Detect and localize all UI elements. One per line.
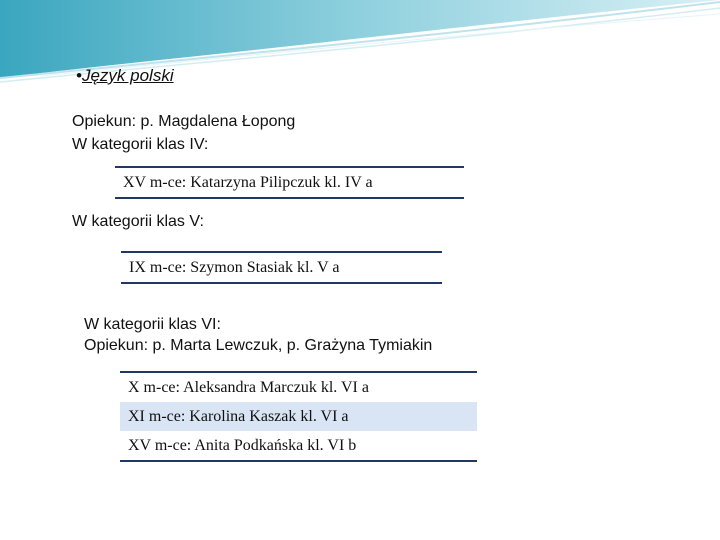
- result-cell: XI m-ce: Karolina Kaszak kl. VI a: [120, 402, 477, 431]
- results-table-v: [121, 251, 442, 284]
- result-cell: X m-ce: Aleksandra Marczuk kl. VI a: [120, 372, 477, 402]
- table-row: [120, 402, 477, 431]
- category-vi: W kategorii klas VI:: [84, 316, 221, 333]
- subject-title: Język polski: [81, 66, 174, 85]
- result-cell: IX m-ce: Szymon Stasiak kl. V a: [121, 252, 442, 283]
- subject-heading: [76, 66, 174, 86]
- supervisor-vi: Opiekun: p. Marta Lewczuk, p. Grażyna Tymiakin: [84, 337, 433, 354]
- results-table-iv: [115, 166, 464, 199]
- table-row: [120, 431, 477, 461]
- results-table-vi: [120, 371, 477, 462]
- supervisor-iv: Opiekun: p. Magdalena Łopong: [72, 113, 296, 130]
- table-row: [115, 167, 464, 198]
- table-row: [120, 372, 477, 402]
- result-cell: XV m-ce: Katarzyna Pilipczuk kl. IV a: [115, 167, 464, 198]
- category-v: W kategorii klas V:: [72, 213, 204, 230]
- bullet: •: [76, 66, 82, 85]
- result-cell: XV m-ce: Anita Podkańska kl. VI b: [120, 431, 477, 461]
- table-row: [121, 252, 442, 283]
- category-iv: W kategorii klas IV:: [72, 136, 209, 153]
